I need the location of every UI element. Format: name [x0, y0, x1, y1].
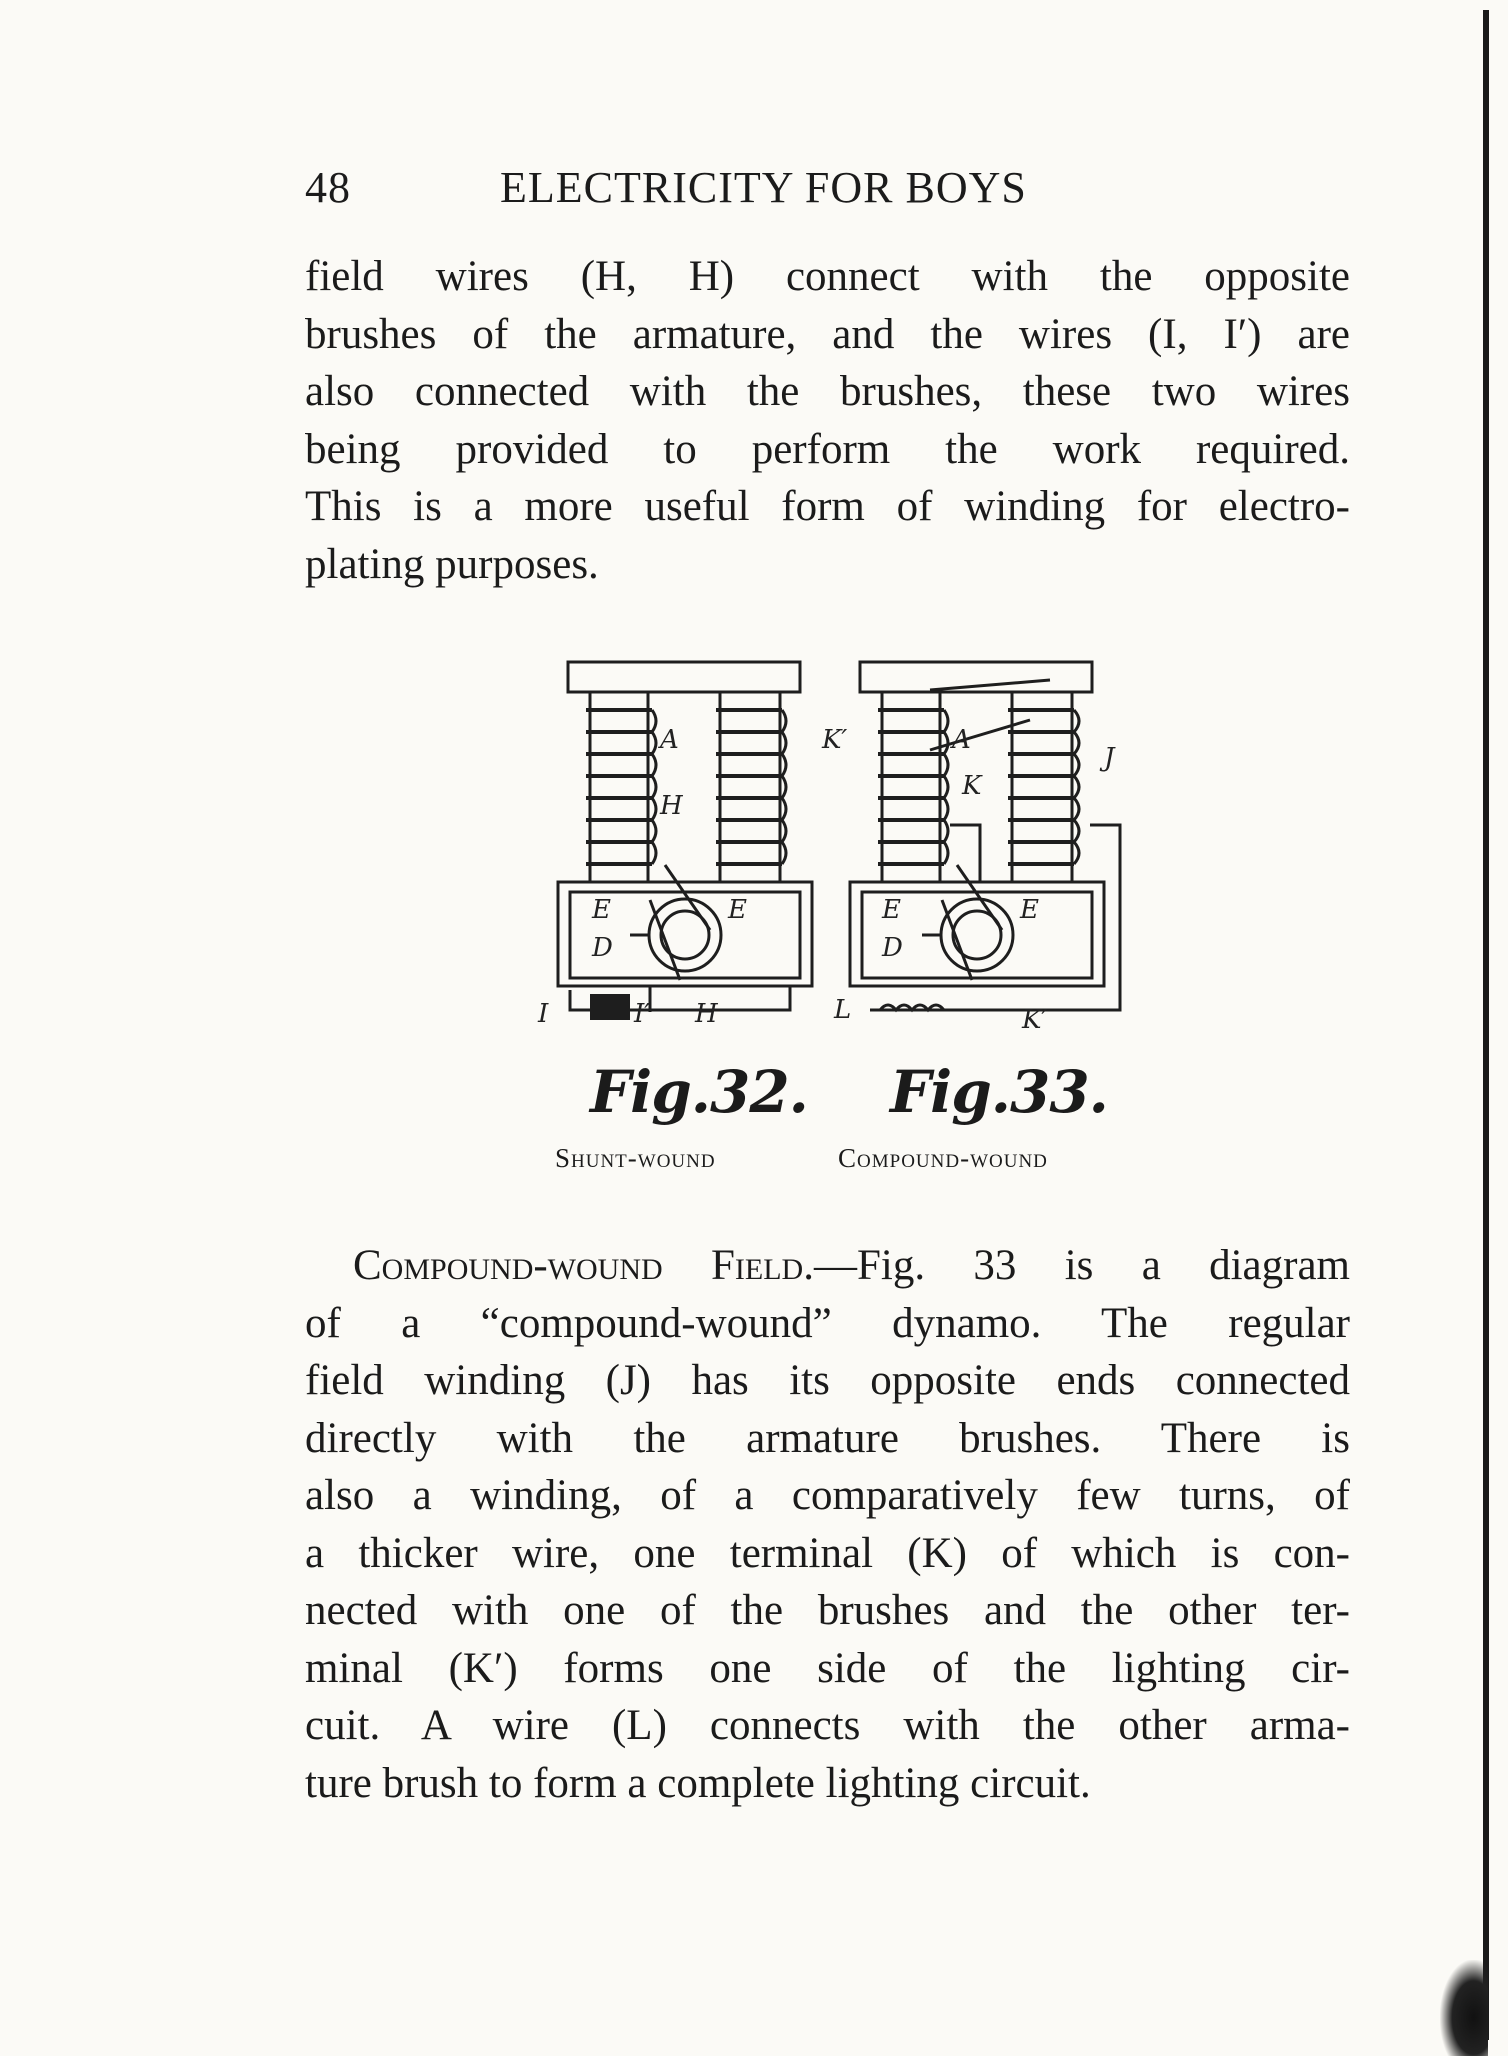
- text-line-first: [305, 1237, 1350, 1295]
- text-line: cuit. A wire (L) connects with the other arma-: [305, 1702, 1350, 1749]
- label-k-prime-top: K′: [822, 725, 848, 755]
- dynamo-diagrams-svg: [530, 650, 1150, 1050]
- text-line: brushes of the armature, and the wires (I, I′) are: [305, 310, 1350, 358]
- text-line: of a “compound-wound” dynamo. The regular: [305, 1299, 1350, 1347]
- label-e-left: E: [592, 895, 611, 925]
- figure-32-title: Fig.32.: [590, 1058, 808, 1126]
- label-a-2: A: [952, 725, 971, 755]
- page-edge-shadow: [1483, 10, 1489, 2040]
- label-e-right-2: E: [1020, 895, 1039, 925]
- page-corner-blot: [1440, 1960, 1488, 2056]
- label-i-prime: I′: [634, 999, 651, 1029]
- label-d: D: [592, 933, 613, 963]
- label-k: K: [962, 771, 982, 801]
- text-line: This is a more useful form of winding for electro-: [305, 483, 1350, 530]
- label-a: A: [660, 725, 679, 755]
- figure-33-caption: Compound-wound: [838, 1143, 1048, 1173]
- text-line: plating purposes.: [305, 540, 599, 588]
- text-line: nected with one of the brushes and the other ter-: [305, 1587, 1350, 1634]
- label-j: J: [1104, 743, 1115, 773]
- label-l: L: [834, 995, 852, 1025]
- label-k-prime-bottom: K′: [1022, 1005, 1048, 1035]
- label-i: I: [538, 999, 549, 1029]
- label-d-2: D: [882, 933, 903, 963]
- text-line-first-rest: —Fig. 33 is a diagram: [813, 1242, 1350, 1289]
- text-line: also connected with the brushes, these two wires: [305, 368, 1350, 415]
- label-e-right: E: [728, 895, 747, 925]
- running-title: ELECTRICITY FOR BOYS: [500, 163, 1027, 212]
- figure-33-title: Fig.33.: [890, 1058, 1108, 1126]
- section-heading: Compound-wound Field.: [353, 1242, 814, 1289]
- page-number: 48: [305, 163, 351, 212]
- text-line: directly with the armature brushes. There is: [305, 1414, 1350, 1462]
- label-h-bottom: H: [695, 999, 718, 1029]
- paragraph-continuation: [305, 248, 1350, 593]
- text-line: ture brush to form a complete lighting circuit.: [305, 1759, 1091, 1807]
- text-line: also a winding, of a comparatively few turns, of: [305, 1472, 1350, 1519]
- text-line: a thicker wire, one terminal (K) of which is con-: [305, 1529, 1350, 1577]
- shunt-wound-diagram: [558, 662, 812, 1020]
- running-head: [305, 162, 1155, 222]
- text-line: minal (K′) forms one side of the lighting cir-: [305, 1644, 1350, 1692]
- text-line: field wires (H, H) connect with the opposite: [305, 253, 1350, 300]
- label-e-left-2: E: [882, 895, 901, 925]
- figure-32-caption: Shunt-wound: [555, 1143, 716, 1173]
- text-line: being provided to perform the work required.: [305, 425, 1350, 473]
- paragraph-compound-wound: [305, 1237, 1350, 1812]
- dynamo-figures: [530, 650, 1150, 1190]
- label-h: H: [660, 791, 683, 821]
- text-line: field winding (J) has its opposite ends connected: [305, 1357, 1350, 1404]
